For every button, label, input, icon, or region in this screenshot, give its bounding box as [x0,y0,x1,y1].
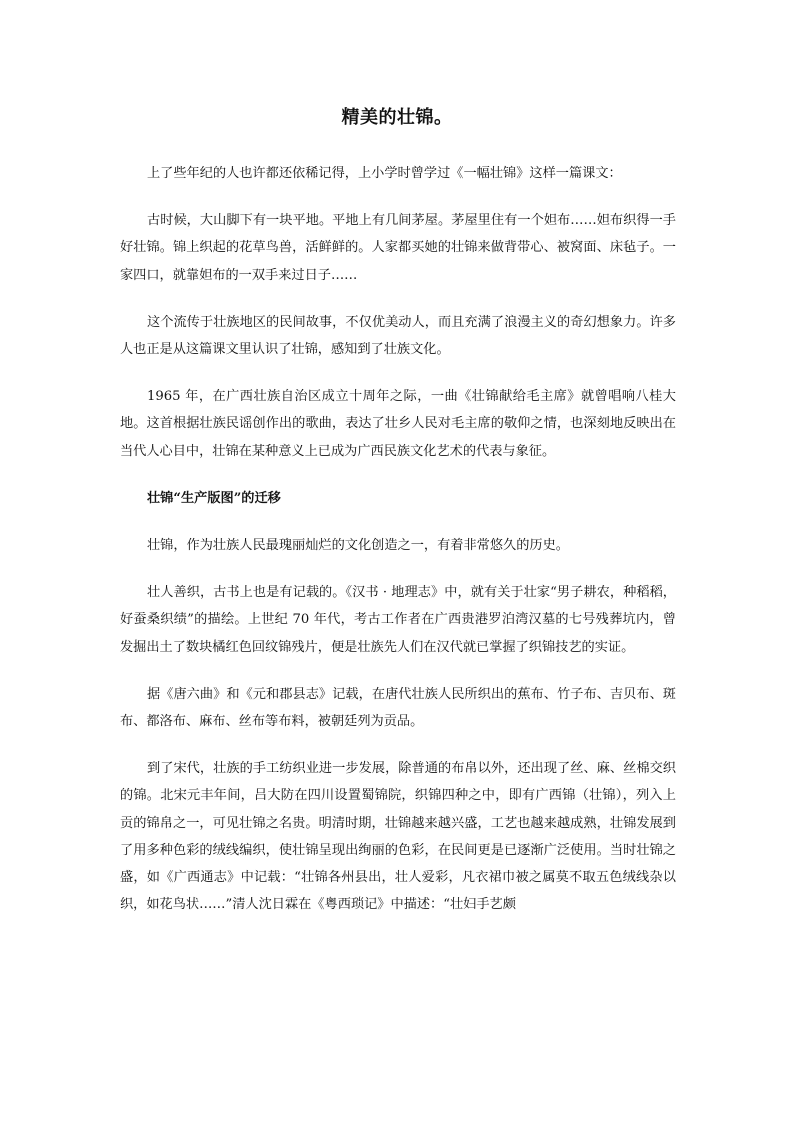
paragraph-1965-song: 1965 年，在广西壮族自治区成立十周年之际，一曲《壮锦献给毛主席》就曾唱响八桂大地。这首根据壮族民谣创作出的歌曲，表达了壮乡人民对毛主席的敬仰之情，也深刻地反映出在当代人心目中，壮锦在某种意义上已成为广西民族文化艺术的代表与象征。 [120,389,676,459]
paragraph-intro: 上了些年纪的人也许都还依稀记得，上小学时曾学过《一幅壮锦》这样一篇课文： [147,166,622,181]
paragraph-history-intro: 壮锦，作为壮族人民最瑰丽灿烂的文化创造之一，有着非常悠久的历史。 [147,538,569,554]
document-body [120,160,676,938]
paragraph-song-ming-qing: 到了宋代，壮族的手工纺织业进一步发展，除普通的布帛以外，还出现了丝、麻、丝棉交织的锦。北宋元丰年间，吕大防在四川设置蜀锦院，织锦四种之中，即有广西锦（壮锦），列入上贡的锦帛之一，可见壮锦之名贵。明清时期，壮锦越来越兴盛，工艺也越来越成熟，壮锦发展到了用多种色彩的绒线编织，使壮锦呈现出绚丽的色彩，在民间更是已逐渐广泛使用。当时壮锦之盛，如《广西通志》中记载：“壮锦各州县出，壮人爱彩，凡衣裙巾被之属莫不取五色绒线杂以织，如花鸟状……”清人沈日霖在《粤西琐记》中描述：“壮妇手艺颇 [120,761,676,913]
paragraph-folk-tale: 这个流传于壮族地区的民间故事，不仅优美动人，而且充满了浪漫主义的奇幻想象力。许多人也正是从这篇课文里认识了壮锦，感知到了壮族文化。 [120,314,676,358]
section-heading: 壮锦“生产版图”的迁移 [147,490,281,506]
paragraph-tang-records: 据《唐六曲》和《元和郡县志》记载，在唐代壮族人民所织出的蕉布、竹子布、吉贝布、斑布、都洛布、麻布、丝布等布料，被朝廷列为贡品。 [120,686,676,730]
document-title: 精美的壮锦。 [341,107,453,128]
paragraph-han-records: 壮人善织，古书上也是有记载的。《汉书 · 地理志》中，就有关于壮家“男子耕农，种稻稻，好蚕桑织绩”的描绘。上世纪 70 年代，考古工作者在广西贵港罗泊湾汉墓的七号残葬坑内，曾发掘出土了数块橘红色回纹锦残片，便是壮族先人们在汉代就已掌握了织锦技艺的实证。 [120,585,676,655]
paragraph-story-quote: 古时候，大山脚下有一块平地。平地上有几间茅屋。茅屋里住有一个妲布……妲布织得一手好壮锦。锦上织起的花草鸟兽，活鲜鲜的。人家都买她的壮锦来做背带心、被窝面、床毡子。一家四口，就靠妲布的一双手来过日子…… [120,213,676,283]
